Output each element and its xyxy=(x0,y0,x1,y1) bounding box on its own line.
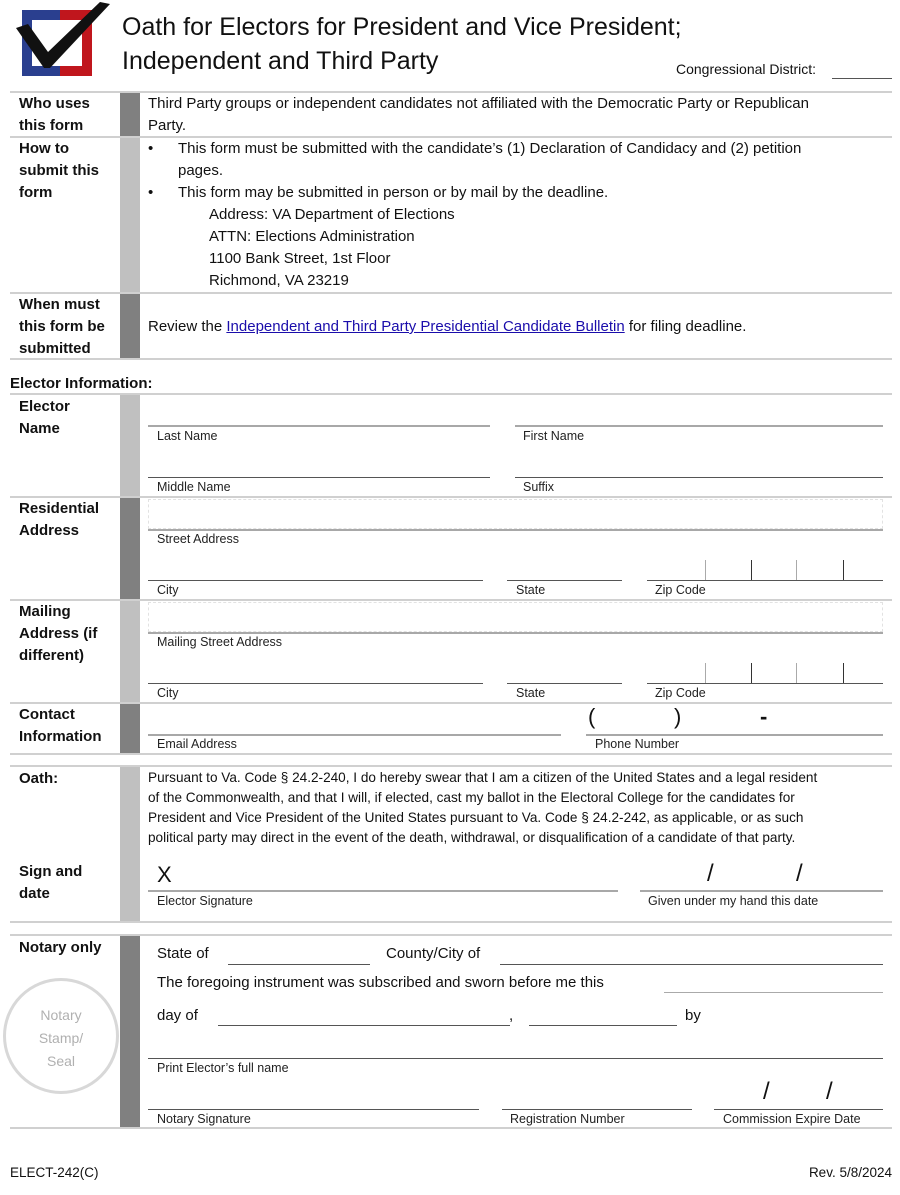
checkmark-ballot-logo xyxy=(14,2,110,78)
mailing-zip-code-field[interactable] xyxy=(647,683,883,684)
state-of-label: State of xyxy=(157,945,209,962)
zip-digit-divider xyxy=(751,663,752,683)
street-address-label: Street Address xyxy=(157,532,239,546)
address-line3: 1100 Bank Street, 1st Floor xyxy=(209,250,391,267)
by-label: by xyxy=(685,1007,701,1024)
divider xyxy=(10,292,892,294)
address-line2: ATTN: Elections Administration xyxy=(209,228,415,245)
when-suffix: for filing deadline. xyxy=(624,318,747,335)
state-field[interactable] xyxy=(507,580,622,581)
comma-separator: , xyxy=(509,1007,514,1024)
phone-close-paren: ) xyxy=(674,704,682,729)
mailing-street-address-field[interactable] xyxy=(148,602,883,632)
signature-x-mark: X xyxy=(157,862,172,887)
phone-open-paren: ( xyxy=(588,704,596,729)
contact-info-label: Contact Information xyxy=(19,706,102,745)
street-address-field[interactable] xyxy=(148,499,883,529)
expire-slash-2: / xyxy=(826,1078,833,1105)
congressional-district-field[interactable] xyxy=(832,78,892,79)
street-underline xyxy=(148,529,883,531)
when-submit-text xyxy=(148,316,746,338)
commission-expire-field[interactable] xyxy=(714,1109,883,1110)
suffix-label: Suffix xyxy=(523,480,555,494)
zip-digit-divider xyxy=(843,663,844,683)
candidate-bulletin-link[interactable]: Independent and Third Party Presidential Candidate Bulletin xyxy=(226,318,625,335)
when-prefix: Review the xyxy=(148,318,227,335)
bullet1-line2: pages. xyxy=(178,162,224,179)
zip-code-field[interactable] xyxy=(647,580,883,581)
day-of-label: day of xyxy=(157,1007,198,1024)
section-bar xyxy=(120,294,140,358)
who-uses-line1: Third Party groups or independent candidates not affiliated with the Democratic Party or Republican xyxy=(148,95,809,112)
mailing-state-label: State xyxy=(516,686,546,700)
sign-date-label: Sign and date xyxy=(19,863,83,902)
state-label: State xyxy=(516,583,546,597)
elector-signature-field[interactable] xyxy=(148,890,618,892)
mailing-city-field[interactable] xyxy=(148,683,483,684)
elector-signature-label: Elector Signature xyxy=(157,894,253,908)
seal-line2: Stamp/ xyxy=(38,1030,84,1046)
page-title-line1: Oath for Electors for President and Vice President; xyxy=(122,13,682,41)
mailing-state-field[interactable] xyxy=(507,683,622,684)
last-name-label: Last Name xyxy=(157,429,218,443)
seal-line3: Seal xyxy=(46,1053,76,1069)
middle-name-field[interactable] xyxy=(148,477,490,478)
date-slash-1: / xyxy=(707,860,714,887)
who-uses-label: Who uses this form xyxy=(19,95,90,134)
commission-expire-label: Commission Expire Date xyxy=(723,1112,861,1126)
seal-line1: Notary xyxy=(40,1007,82,1023)
oath-line4: political party may direct in the event of the death, withdrawal, or disqualification of a candidate of that party. xyxy=(148,830,796,845)
section-bar xyxy=(120,498,140,600)
notary-only-label: Notary only xyxy=(19,939,102,956)
bullet-icon: • xyxy=(148,140,154,157)
who-uses-text xyxy=(148,93,809,137)
day-of-year-field[interactable] xyxy=(529,1025,677,1026)
sign-date-field[interactable] xyxy=(640,890,883,892)
zip-digit-divider xyxy=(796,560,797,580)
elector-info-heading: Elector Information: xyxy=(10,375,153,392)
section-bar xyxy=(120,138,140,293)
day-of-month-field[interactable] xyxy=(218,1025,510,1026)
section-bar xyxy=(120,704,140,754)
notary-signature-field[interactable] xyxy=(148,1109,479,1110)
section-bar xyxy=(120,767,140,922)
bullet2-text: This form may be submitted in person or by mail by the deadline. xyxy=(178,184,609,201)
email-label: Email Address xyxy=(157,737,237,751)
divider xyxy=(10,599,892,601)
divider xyxy=(10,1127,892,1129)
middle-name-label: Middle Name xyxy=(157,480,231,494)
section-bar xyxy=(120,601,140,703)
sign-date-label-text: Given under my hand this date xyxy=(648,894,819,908)
mailing-zip-code-label: Zip Code xyxy=(655,686,706,700)
residential-address-label: Residential Address xyxy=(19,500,100,539)
first-name-label: First Name xyxy=(523,429,585,443)
email-field[interactable] xyxy=(148,734,561,736)
phone-number-field[interactable] xyxy=(586,734,883,736)
city-label: City xyxy=(157,583,179,597)
county-of-label: County/City of xyxy=(386,945,481,962)
divider xyxy=(10,921,892,923)
zip-digit-divider xyxy=(705,560,706,580)
bullet-item xyxy=(148,138,888,182)
divider xyxy=(10,753,892,755)
bullet1-line1: This form must be submitted with the candidate’s (1) Declaration of Candidacy and (2) petition xyxy=(178,140,802,157)
divider xyxy=(10,765,892,767)
divider xyxy=(10,496,892,498)
congressional-district-label: Congressional District: xyxy=(676,61,817,77)
registration-number-field[interactable] xyxy=(502,1109,692,1110)
zip-digit-divider xyxy=(796,663,797,683)
mailing-street-underline xyxy=(148,632,883,634)
sworn-day-field[interactable] xyxy=(664,992,883,993)
zip-code-label: Zip Code xyxy=(655,583,706,597)
bullet-item xyxy=(148,182,888,204)
oath-line2: of the Commonwealth, and that I will, if elected, cast my ballot in the Electoral College for the candidates for xyxy=(148,790,795,805)
oath-line3: President and Vice President of the United States pursuant to Va. Code § 24.2-242, as applicable, or as such xyxy=(148,810,804,825)
oath-text xyxy=(148,768,893,848)
who-uses-line2: Party. xyxy=(148,117,187,134)
zip-digit-divider xyxy=(705,663,706,683)
section-bar xyxy=(120,93,140,136)
address-line1: Address: VA Department of Elections xyxy=(209,206,455,223)
expire-slash-1: / xyxy=(763,1078,770,1105)
notary-signature-label: Notary Signature xyxy=(157,1112,251,1126)
divider xyxy=(10,393,892,395)
how-to-submit-text xyxy=(148,138,888,292)
phone-dash: - xyxy=(760,704,768,729)
state-of-field[interactable] xyxy=(228,964,370,965)
oath-line1: Pursuant to Va. Code § 24.2-240, I do hereby swear that I am a citizen of the United States and a legal resident xyxy=(148,770,818,785)
zip-digit-divider xyxy=(751,560,752,580)
page-title-line2: Independent and Third Party xyxy=(122,47,439,75)
how-to-submit-label: How to submit this form xyxy=(19,140,100,201)
mailing-address-block xyxy=(148,204,888,292)
zip-digit-divider xyxy=(843,560,844,580)
registration-number-label: Registration Number xyxy=(510,1112,625,1126)
section-bar xyxy=(120,395,140,497)
oath-label: Oath: xyxy=(19,770,59,787)
elector-full-name-field[interactable] xyxy=(148,1058,883,1059)
date-slash-2: / xyxy=(796,860,803,887)
elector-name-label: Elector Name xyxy=(19,398,70,437)
when-submit-label: When must this form be submitted xyxy=(19,296,105,357)
foregoing-text: The foregoing instrument was subscribed and sworn before me this xyxy=(157,974,604,991)
print-elector-name-label: Print Elector’s full name xyxy=(157,1061,289,1075)
mailing-city-label: City xyxy=(157,686,179,700)
last-name-field[interactable] xyxy=(148,425,490,427)
revision-date: Rev. 5/8/2024 xyxy=(808,1165,892,1180)
city-field[interactable] xyxy=(148,580,483,581)
divider xyxy=(10,358,892,360)
form-id: ELECT-242(C) xyxy=(10,1165,99,1180)
notary-seal-area xyxy=(3,978,119,1094)
address-line4: Richmond, VA 23219 xyxy=(209,272,349,289)
section-bar xyxy=(120,936,140,1128)
phone-number-label: Phone Number xyxy=(595,737,680,751)
bullet-icon: • xyxy=(148,184,154,201)
divider xyxy=(10,934,892,936)
mailing-address-label: Mailing Address (if different) xyxy=(19,603,98,664)
first-name-field[interactable] xyxy=(515,425,883,427)
suffix-field[interactable] xyxy=(515,477,883,478)
mailing-street-address-label: Mailing Street Address xyxy=(157,635,283,649)
county-of-field[interactable] xyxy=(500,964,883,965)
